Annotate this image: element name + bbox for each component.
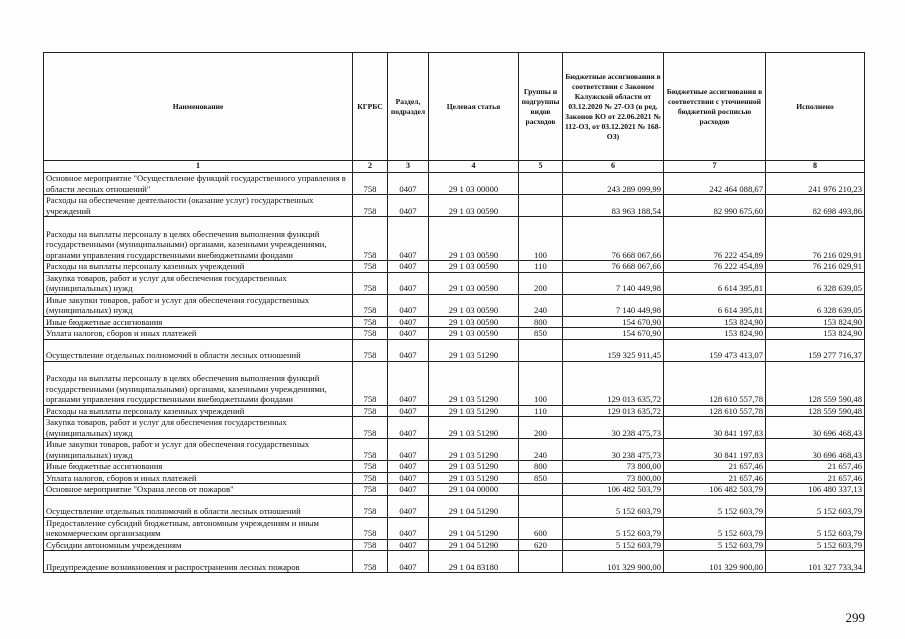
row-refined-amount: 21 657,46: [664, 472, 766, 484]
row-name: Расходы на выплаты персоналу казенных учреждений: [44, 405, 353, 417]
row-group: [519, 484, 563, 496]
row-section: 0407: [388, 517, 429, 539]
row-name: Основное мероприятие "Охрана лесов от пожаров": [44, 484, 353, 496]
row-kgrbs: 758: [353, 472, 388, 484]
row-section: 0407: [388, 484, 429, 496]
row-kgrbs: 758: [353, 405, 388, 417]
row-section: 0407: [388, 339, 429, 361]
row-section: 0407: [388, 195, 429, 217]
row-refined-amount: 159 473 413,07: [664, 339, 766, 361]
table-row: [44, 316, 865, 328]
header-group: Группы и подгруппы видов расходов: [519, 53, 563, 161]
row-law-amount: 7 140 449,98: [563, 294, 664, 316]
header-executed: Исполнено: [766, 53, 865, 161]
row-target: 29 1 04 51290: [429, 539, 519, 551]
table-row: [44, 195, 865, 217]
row-executed-amount: 5 152 603,79: [766, 495, 865, 517]
row-law-amount: 243 289 099,99: [563, 173, 664, 195]
row-executed-amount: 101 327 733,34: [766, 551, 865, 573]
row-name: Осуществление отдельных полномочий в области лесных отношений: [44, 495, 353, 517]
row-section: 0407: [388, 217, 429, 261]
row-law-amount: 73 800,00: [563, 461, 664, 473]
column-number: 2: [353, 161, 388, 173]
row-executed-amount: 153 824,90: [766, 328, 865, 340]
row-name: Закупка товаров, работ и услуг для обеспечения государственных (муниципальных) нужд: [44, 417, 353, 439]
row-kgrbs: 758: [353, 495, 388, 517]
table-row: [44, 539, 865, 551]
row-refined-amount: 76 222 454,89: [664, 261, 766, 273]
row-name: Иные бюджетные ассигнования: [44, 461, 353, 473]
row-name: Расходы на обеспечение деятельности (оказание услуг) государственных учреждений: [44, 195, 353, 217]
row-law-amount: 30 238 475,73: [563, 439, 664, 461]
row-law-amount: 5 152 603,79: [563, 539, 664, 551]
row-law-amount: 159 325 911,45: [563, 339, 664, 361]
header-refined: Бюджетные ассигнования в соответствии с уточненной бюджетной росписью расходов: [664, 53, 766, 161]
column-number-row: [44, 161, 865, 173]
table-row: [44, 173, 865, 195]
row-kgrbs: 758: [353, 217, 388, 261]
row-refined-amount: 242 464 088,67: [664, 173, 766, 195]
row-kgrbs: 758: [353, 439, 388, 461]
row-refined-amount: 82 990 675,60: [664, 195, 766, 217]
row-target: 29 1 03 51290: [429, 417, 519, 439]
row-executed-amount: 159 277 716,37: [766, 339, 865, 361]
row-target: 29 1 03 00590: [429, 272, 519, 294]
row-executed-amount: 128 559 590,48: [766, 361, 865, 405]
row-group: 100: [519, 361, 563, 405]
row-kgrbs: 758: [353, 361, 388, 405]
row-kgrbs: 758: [353, 173, 388, 195]
column-number: 7: [664, 161, 766, 173]
row-group: 600: [519, 517, 563, 539]
column-number: 6: [563, 161, 664, 173]
row-name: Иные бюджетные ассигнования: [44, 316, 353, 328]
row-law-amount: 83 963 188,54: [563, 195, 664, 217]
row-kgrbs: 758: [353, 417, 388, 439]
row-target: 29 1 03 51290: [429, 361, 519, 405]
row-executed-amount: 6 328 639,05: [766, 272, 865, 294]
row-group: 800: [519, 461, 563, 473]
row-name: Иные закупки товаров, работ и услуг для обеспечения государственных (муниципальных) нужд: [44, 294, 353, 316]
row-target: 29 1 03 00590: [429, 217, 519, 261]
row-refined-amount: 5 152 603,79: [664, 539, 766, 551]
row-refined-amount: 128 610 557,78: [664, 405, 766, 417]
row-name: Субсидии автономным учреждениям: [44, 539, 353, 551]
row-kgrbs: 758: [353, 539, 388, 551]
row-kgrbs: 758: [353, 484, 388, 496]
row-group: [519, 339, 563, 361]
row-kgrbs: 758: [353, 316, 388, 328]
column-number: 8: [766, 161, 865, 173]
table-row: [44, 217, 865, 261]
row-target: 29 1 03 00590: [429, 328, 519, 340]
row-name: Основное мероприятие "Осуществление функций государственного управления в области лесных отношений": [44, 173, 353, 195]
row-section: 0407: [388, 361, 429, 405]
row-executed-amount: 241 976 210,23: [766, 173, 865, 195]
row-name: Осуществление отдельных полномочий в области лесных отношений: [44, 339, 353, 361]
row-law-amount: 5 152 603,79: [563, 495, 664, 517]
table-row: [44, 417, 865, 439]
row-refined-amount: 153 824,90: [664, 328, 766, 340]
table-row: [44, 495, 865, 517]
row-refined-amount: 21 657,46: [664, 461, 766, 473]
row-name: Расходы на выплаты персоналу в целях обеспечения выполнения функций государственными (муниципальными) органами, казенными учреждениями, органами управления государственными внебюджетными фондами: [44, 361, 353, 405]
row-section: 0407: [388, 261, 429, 273]
row-law-amount: 129 013 635,72: [563, 361, 664, 405]
row-executed-amount: 5 152 603,79: [766, 539, 865, 551]
row-executed-amount: 30 696 468,43: [766, 417, 865, 439]
row-section: 0407: [388, 272, 429, 294]
table-row: [44, 461, 865, 473]
row-refined-amount: 106 482 503,79: [664, 484, 766, 496]
row-refined-amount: 153 824,90: [664, 316, 766, 328]
table-row: [44, 261, 865, 273]
row-refined-amount: 30 841 197,83: [664, 417, 766, 439]
row-group: [519, 173, 563, 195]
table-row: [44, 339, 865, 361]
row-law-amount: 76 668 067,66: [563, 261, 664, 273]
row-group: [519, 195, 563, 217]
row-group: 850: [519, 472, 563, 484]
row-target: 29 1 03 00000: [429, 173, 519, 195]
row-law-amount: 129 013 635,72: [563, 405, 664, 417]
table-row: [44, 484, 865, 496]
column-number: 1: [44, 161, 353, 173]
row-law-amount: 7 140 449,98: [563, 272, 664, 294]
row-kgrbs: 758: [353, 272, 388, 294]
row-group: 200: [519, 272, 563, 294]
row-name: Уплата налогов, сборов и иных платежей: [44, 472, 353, 484]
row-executed-amount: 82 698 493,86: [766, 195, 865, 217]
row-law-amount: 154 670,90: [563, 328, 664, 340]
row-law-amount: 76 668 067,66: [563, 217, 664, 261]
table-row: [44, 328, 865, 340]
row-section: 0407: [388, 495, 429, 517]
row-target: 29 1 03 51290: [429, 472, 519, 484]
row-group: [519, 495, 563, 517]
table-row: [44, 439, 865, 461]
table-row: [44, 517, 865, 539]
row-target: 29 1 04 51290: [429, 495, 519, 517]
row-target: 29 1 04 00000: [429, 484, 519, 496]
row-executed-amount: 5 152 603,79: [766, 517, 865, 539]
row-executed-amount: 153 824,90: [766, 316, 865, 328]
row-kgrbs: 758: [353, 551, 388, 573]
row-section: 0407: [388, 316, 429, 328]
row-kgrbs: 758: [353, 517, 388, 539]
header-row: [44, 53, 865, 161]
row-kgrbs: 758: [353, 461, 388, 473]
row-law-amount: 30 238 475,73: [563, 417, 664, 439]
row-executed-amount: 76 216 029,91: [766, 217, 865, 261]
row-executed-amount: 106 480 337,13: [766, 484, 865, 496]
row-name: Закупка товаров, работ и услуг для обеспечения государственных (муниципальных) нужд: [44, 272, 353, 294]
row-executed-amount: 21 657,46: [766, 461, 865, 473]
row-target: 29 1 03 00590: [429, 195, 519, 217]
row-target: 29 1 03 51290: [429, 461, 519, 473]
row-section: 0407: [388, 461, 429, 473]
row-group: 100: [519, 217, 563, 261]
row-executed-amount: 30 696 468,43: [766, 439, 865, 461]
row-refined-amount: 30 841 197,83: [664, 439, 766, 461]
row-target: 29 1 03 51290: [429, 439, 519, 461]
header-target: Целевая статья: [429, 53, 519, 161]
row-group: 110: [519, 261, 563, 273]
row-kgrbs: 758: [353, 261, 388, 273]
row-group: 620: [519, 539, 563, 551]
row-section: 0407: [388, 472, 429, 484]
column-number: 5: [519, 161, 563, 173]
row-refined-amount: 6 614 395,81: [664, 294, 766, 316]
row-executed-amount: 76 216 029,91: [766, 261, 865, 273]
row-section: 0407: [388, 405, 429, 417]
row-section: 0407: [388, 294, 429, 316]
row-group: 800: [519, 316, 563, 328]
row-law-amount: 106 482 503,79: [563, 484, 664, 496]
row-section: 0407: [388, 173, 429, 195]
row-section: 0407: [388, 539, 429, 551]
row-law-amount: 73 800,00: [563, 472, 664, 484]
row-group: 850: [519, 328, 563, 340]
row-name: Уплата налогов, сборов и иных платежей: [44, 328, 353, 340]
row-kgrbs: 758: [353, 339, 388, 361]
row-name: Иные закупки товаров, работ и услуг для обеспечения государственных (муниципальных) нужд: [44, 439, 353, 461]
header-section: Раздел, подраздел: [388, 53, 429, 161]
row-refined-amount: 76 222 454,89: [664, 217, 766, 261]
row-section: 0407: [388, 328, 429, 340]
row-name: Расходы на выплаты персоналу в целях обеспечения выполнения функций государственными (муниципальными) органами, казенными учреждениями, органами управления государственными внебюджетными фондами: [44, 217, 353, 261]
row-law-amount: 154 670,90: [563, 316, 664, 328]
row-group: [519, 551, 563, 573]
row-section: 0407: [388, 417, 429, 439]
row-name: Предоставление субсидий бюджетным, автономным учреждениям и иным некоммерческим организациям: [44, 517, 353, 539]
table-row: [44, 405, 865, 417]
row-target: 29 1 04 83180: [429, 551, 519, 573]
row-name: Расходы на выплаты персоналу казенных учреждений: [44, 261, 353, 273]
column-number: 4: [429, 161, 519, 173]
row-executed-amount: 128 559 590,48: [766, 405, 865, 417]
row-target: 29 1 03 00590: [429, 316, 519, 328]
row-kgrbs: 758: [353, 195, 388, 217]
table-row: [44, 294, 865, 316]
row-group: 110: [519, 405, 563, 417]
table-row: [44, 272, 865, 294]
row-refined-amount: 5 152 603,79: [664, 495, 766, 517]
row-kgrbs: 758: [353, 294, 388, 316]
row-section: 0407: [388, 551, 429, 573]
row-refined-amount: 5 152 603,79: [664, 517, 766, 539]
row-refined-amount: 128 610 557,78: [664, 361, 766, 405]
row-name: Предупреждение возникновения и распространения лесных пожаров: [44, 551, 353, 573]
table-row: [44, 361, 865, 405]
header-kgrbs: КГРБС: [353, 53, 388, 161]
row-refined-amount: 101 329 900,00: [664, 551, 766, 573]
page-number: 299: [845, 610, 865, 625]
row-group: 240: [519, 294, 563, 316]
table-body: [44, 173, 865, 573]
row-target: 29 1 04 51290: [429, 517, 519, 539]
row-executed-amount: 6 328 639,05: [766, 294, 865, 316]
row-section: 0407: [388, 439, 429, 461]
row-group: 200: [519, 417, 563, 439]
row-target: 29 1 03 00590: [429, 294, 519, 316]
table-row: [44, 551, 865, 573]
row-target: 29 1 03 51290: [429, 339, 519, 361]
row-law-amount: 101 329 900,00: [563, 551, 664, 573]
row-kgrbs: 758: [353, 328, 388, 340]
table-row: [44, 472, 865, 484]
row-refined-amount: 6 614 395,81: [664, 272, 766, 294]
row-target: 29 1 03 51290: [429, 405, 519, 417]
budget-table: [43, 52, 865, 573]
header-name: Наименование: [44, 53, 353, 161]
column-number: 3: [388, 161, 429, 173]
row-group: 240: [519, 439, 563, 461]
row-target: 29 1 03 00590: [429, 261, 519, 273]
header-law: Бюджетные ассигнования в соответствии с Законом Калужской области от 03.12.2020 № 27-ОЗ (в ред. Законов КО от 22.06.2021 № 112-ОЗ, от 03.12.2021 № 168-ОЗ): [563, 53, 664, 161]
row-law-amount: 5 152 603,79: [563, 517, 664, 539]
row-executed-amount: 21 657,46: [766, 472, 865, 484]
